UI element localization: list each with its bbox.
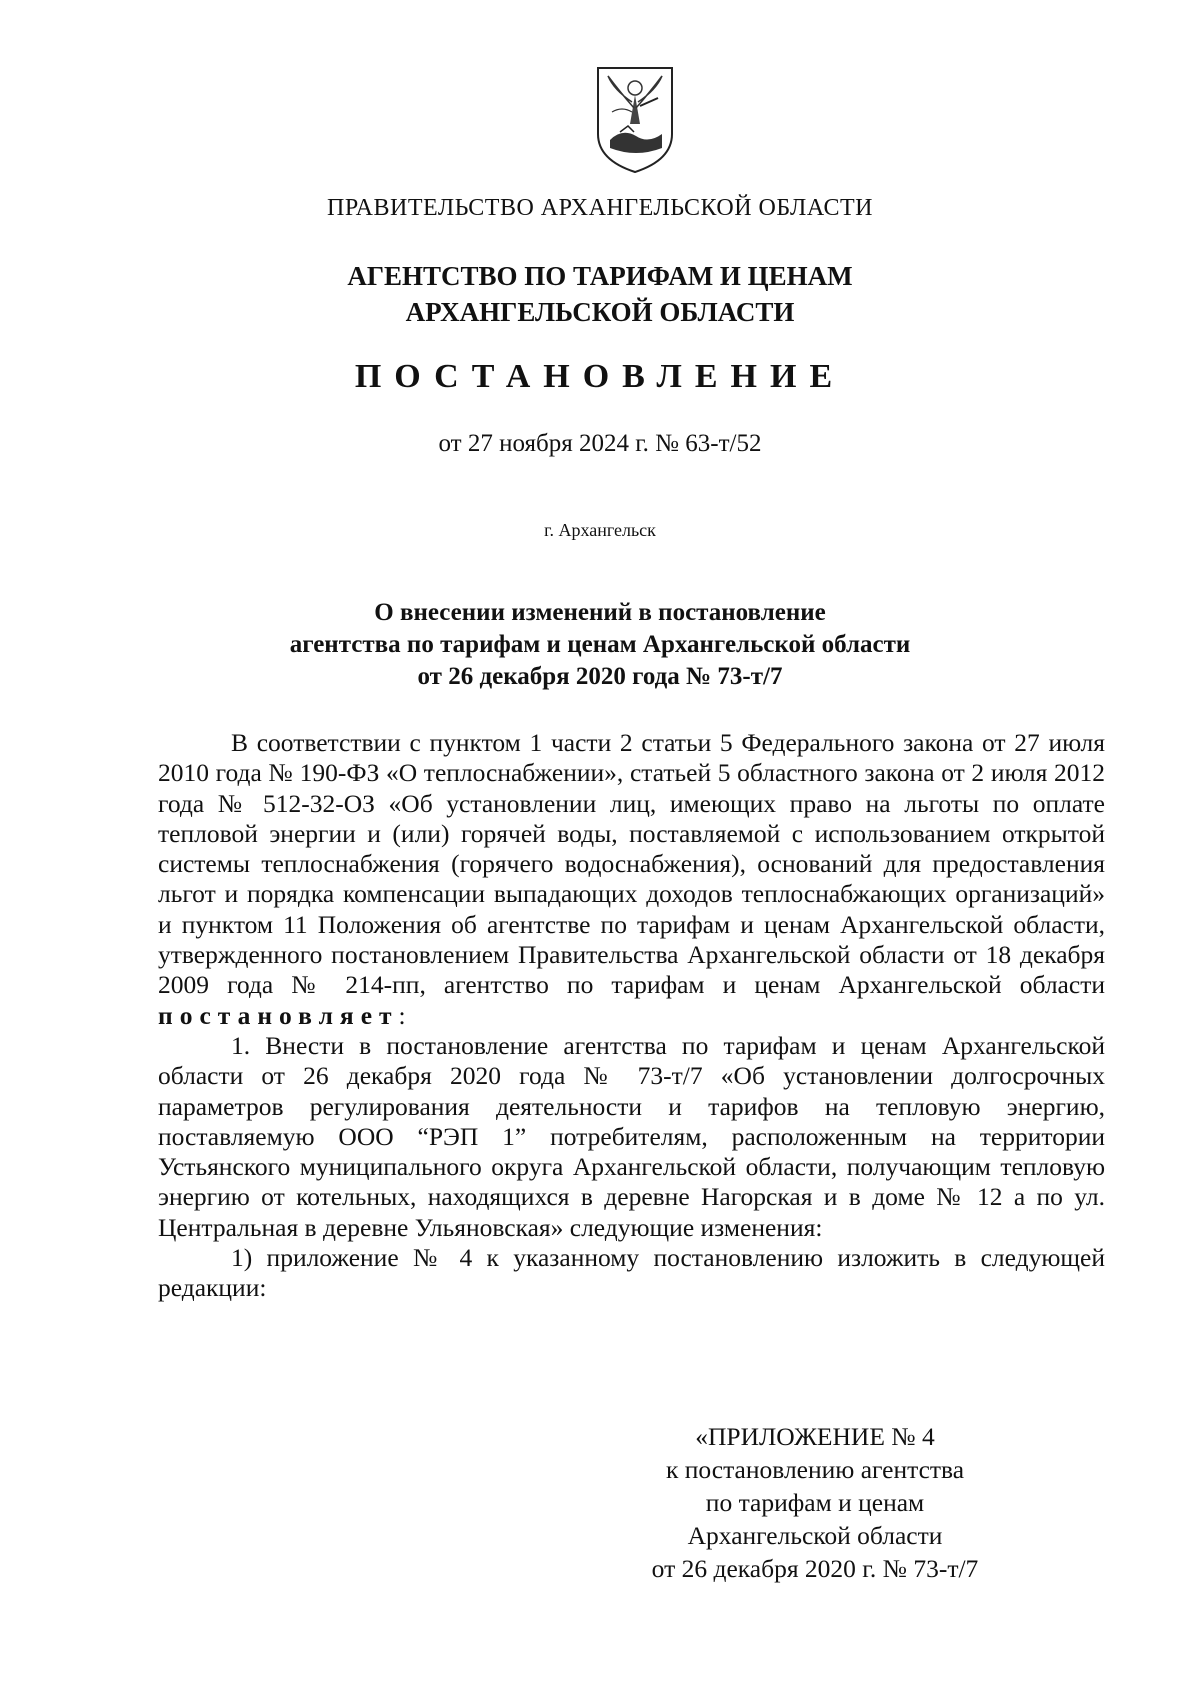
coat-of-arms-icon: [592, 62, 678, 176]
government-name: ПРАВИТЕЛЬСТВО АРХАНГЕЛЬСКОЙ ОБЛАСТИ: [327, 195, 873, 221]
document-body: [158, 728, 1105, 1304]
resolves-word: постановляет: [158, 1000, 399, 1030]
document-type: ПОСТАНОВЛЕНИЕ: [354, 358, 846, 395]
title-line3: от 26 декабря 2020 года № 73-т/7: [417, 663, 783, 690]
item-1-paragraph: 1. Внести в постановление агентства по тарифам и ценам Архангельской области от 26 декабря 2020 года № 73-т/7 «Об установлении долгосрочных параметров регулирования деятельности и тарифов на тепловую энергию, поставляемую ООО “РЭП 1” потребителям, расположенным на территории Устьянского муниципального округа Архангельской области, получающим тепловую энергию от котельных, находящихся в деревне Нагорская и в доме № 12 а по ул. Центральная в деревне Ульяновская» следующие изменения:: [158, 1030, 1105, 1242]
document-date-number: от 27 ноября 2024 г. № 63-т/52: [438, 430, 762, 457]
appendix-line1: «ПРИЛОЖЕНИЕ № 4: [695, 1422, 935, 1451]
document-title: [0, 597, 1200, 693]
agency-name: [0, 258, 1200, 330]
appendix-heading: [630, 1420, 1000, 1585]
appendix-line3: по тарифам и ценам: [705, 1488, 925, 1517]
document-city: г. Архангельск: [544, 520, 656, 540]
agency-name-line2: АРХАНГЕЛЬСКОЙ ОБЛАСТИ: [405, 297, 795, 327]
title-line1: О внесении изменений в постановление: [374, 599, 826, 626]
appendix-line4: Архангельской области: [687, 1521, 943, 1550]
agency-name-line1: АГЕНТСТВО ПО ТАРИФАМ И ЦЕНАМ: [347, 261, 853, 291]
preamble-text: В соответствии с пунктом 1 части 2 статьи 5 Федерального закона от 27 июля 2010 года № 190-ФЗ «О теплоснабжении», статьей 5 областного закона от 2 июля 2012 года № 512-32-ОЗ «Об установлении лиц, имеющих право на льготы по оплате тепловой энергии и (или) горячей воды, поставляемой с использованием открытой системы теплоснабжения (горячего водоснабжения), оснований для предоставления льгот и порядка компенсации выпадающих доходов теплоснабжающих организаций» и пунктом 11 Положения об агентстве по тарифам и ценам Архангельской области, утвержденного постановлением Правительства Архангельской области от 18 декабря 2009 года № 214-пп, агентство по тарифам и ценам Архангельской области: [158, 728, 1105, 1000]
appendix-line2: к постановлению агентства: [665, 1455, 965, 1484]
preamble-paragraph: [158, 728, 1105, 1031]
preamble-colon: :: [398, 1000, 406, 1030]
title-line2: агентства по тарифам и ценам Архангельской области: [289, 631, 911, 658]
subitem-1-paragraph: 1) приложение № 4 к указанному постановлению изложить в следующей редакции:: [158, 1243, 1105, 1303]
appendix-line5: от 26 декабря 2020 г. № 73-т/7: [651, 1554, 979, 1583]
